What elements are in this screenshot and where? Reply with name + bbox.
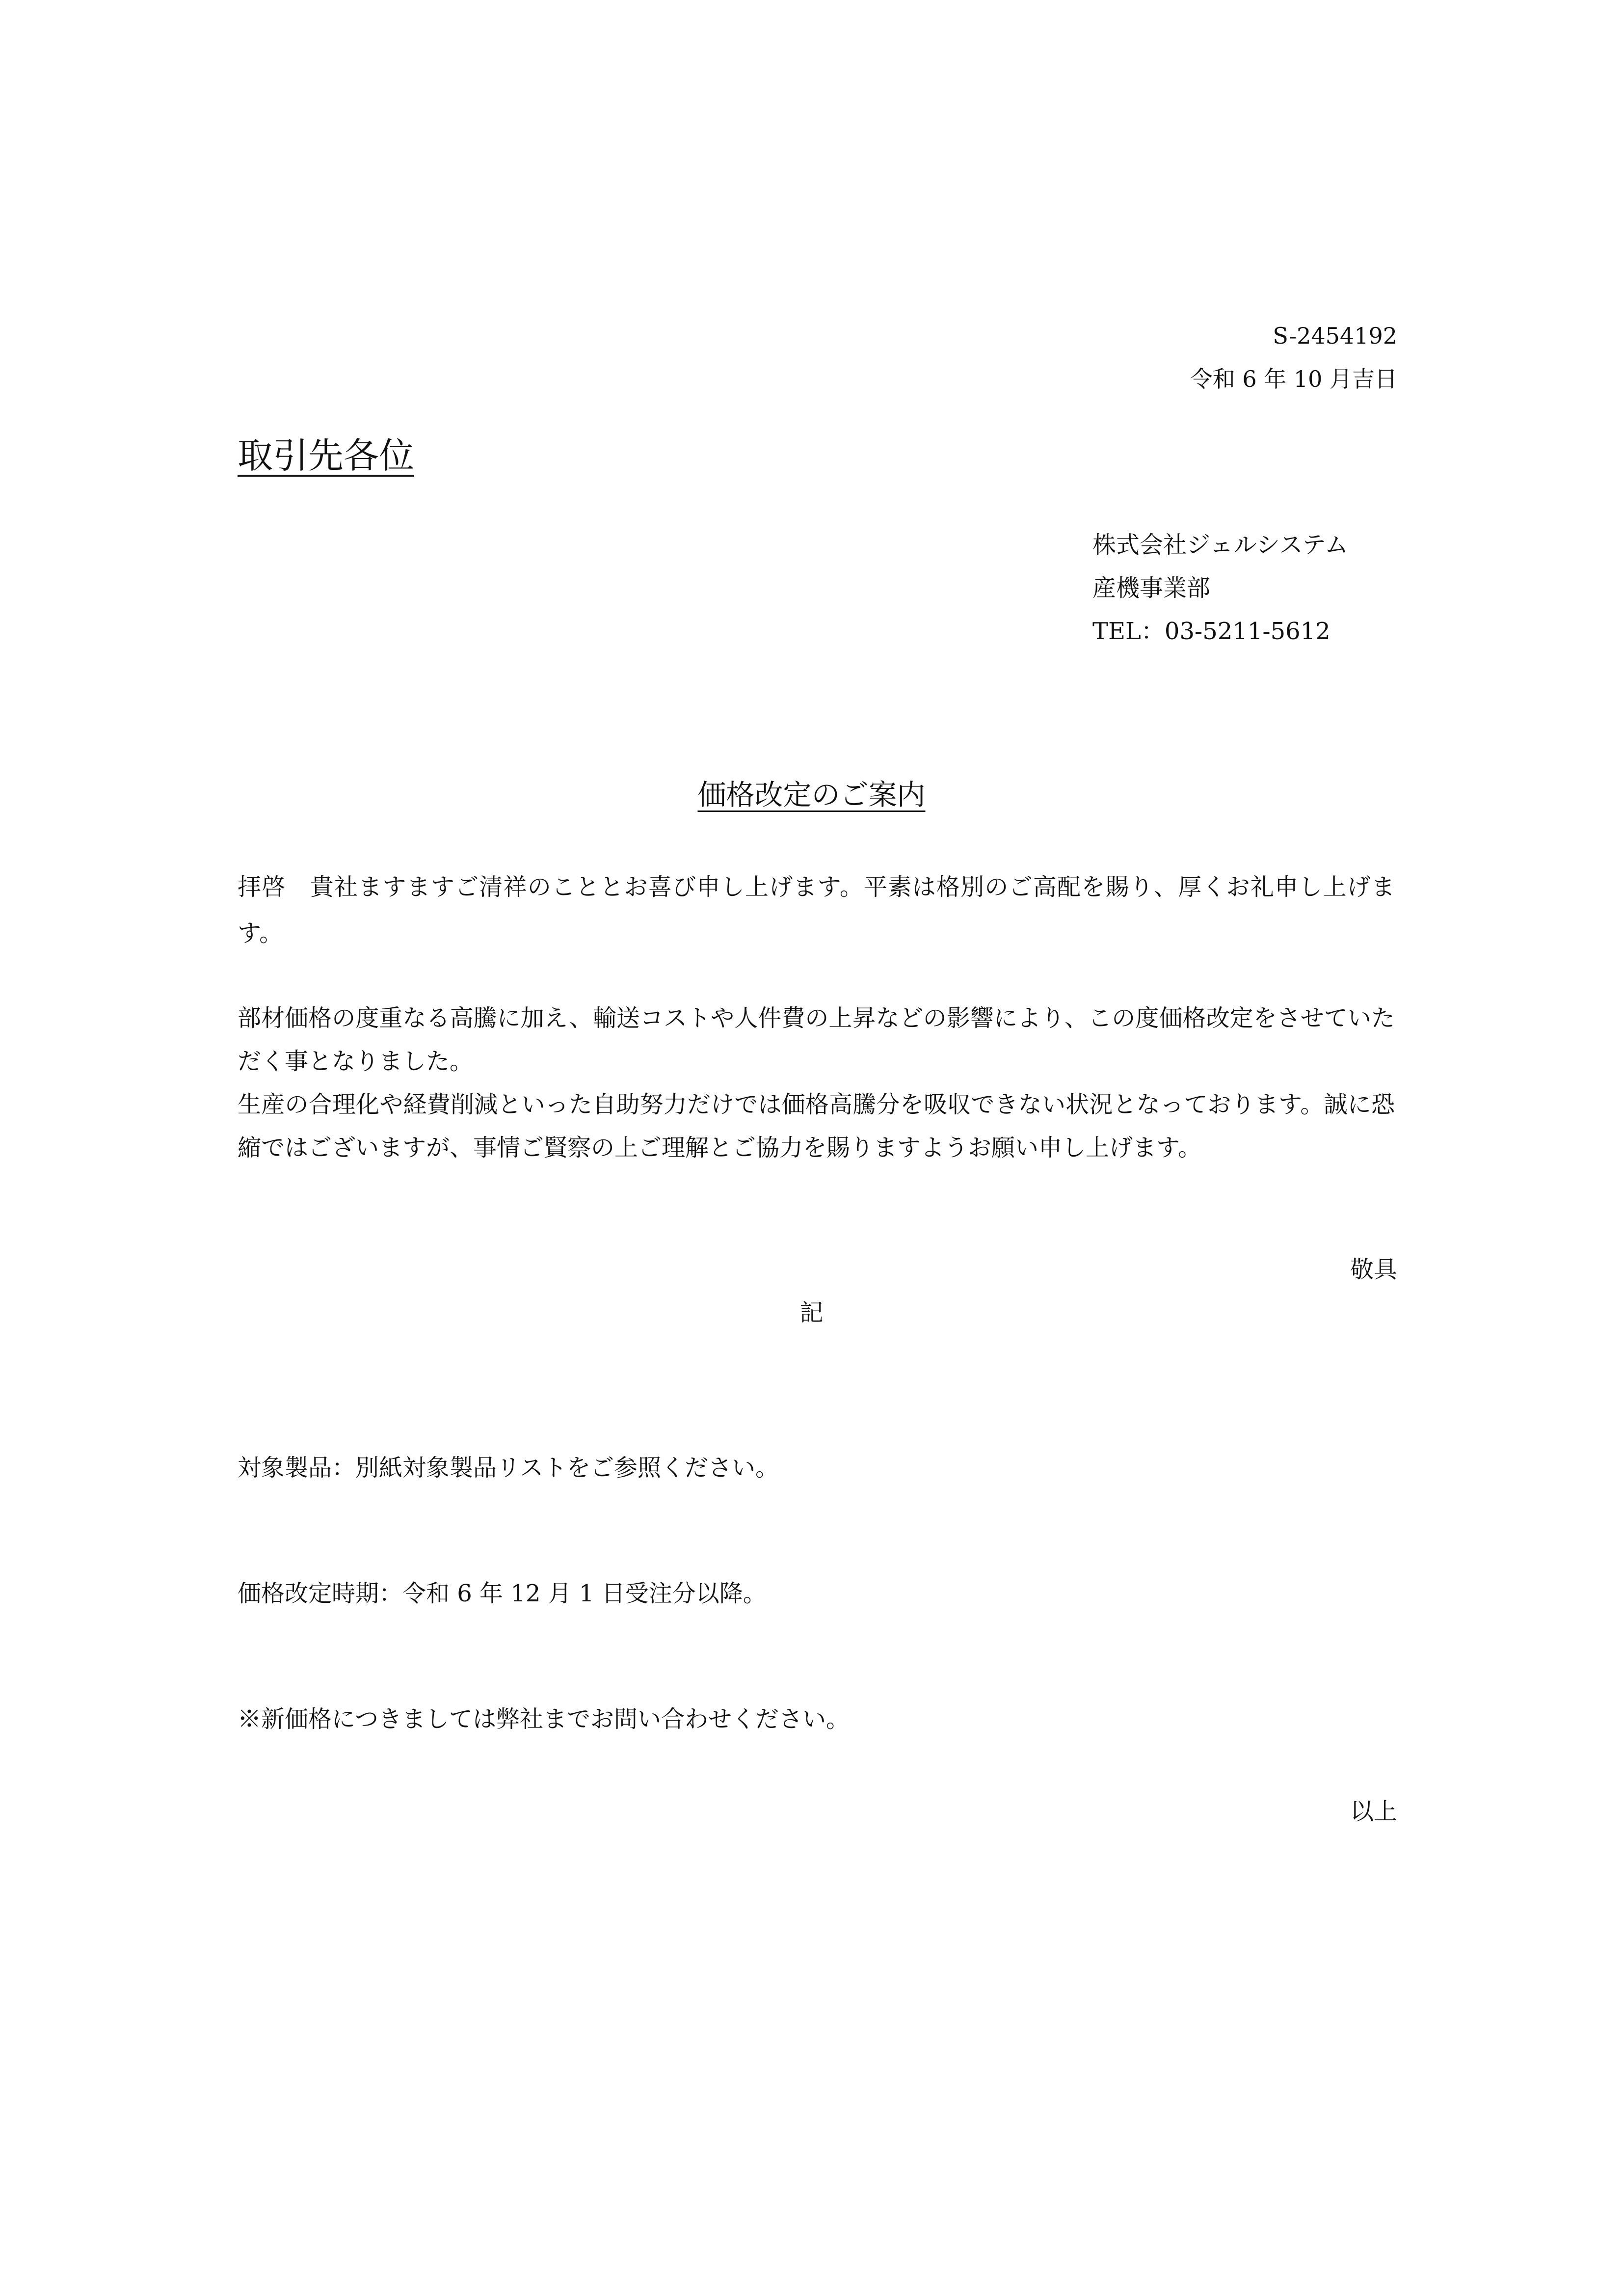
sender-tel: TEL：03-5211-5612 [1092,618,1330,645]
record-heading: 記 [799,1299,824,1326]
addressee: 取引先各位 [238,435,415,476]
sender-block [1092,523,1348,653]
body-paragraph-1: 部材価格の度重なる高騰に加え、輸送コストや人件費の上昇などの影響により、この度価格改定をさせていただく事となりました。 [238,1004,1395,1075]
document-number: S-2454192 [1273,323,1397,349]
closing-keigu: 敬具 [1350,1256,1397,1283]
sender-department: 産機事業部 [1092,574,1211,602]
greeting-paragraph: 拝啓 貴社ますますご清祥のこととお喜び申し上げます。平素は格別のご高配を賜り、厚くお礼申し上げます。 [238,873,1395,947]
body-paragraph-2: 生産の合理化や経費削減といった自助努力だけでは価格高騰分を吸収できない状況となっております。誠に恐縮ではございますが、事情ご賢察の上ご理解とご協力を賜りますようお願い申し上げます。 [238,1091,1395,1162]
letter-title-row [0,773,1623,817]
letter-title: 価格改定のご案内 [697,778,926,811]
record-item-inquiry-note: ※新価格につきましては弊社までお問い合わせください。 [238,1705,850,1733]
closing-ijou: 以上 [1350,1798,1397,1825]
record-item-revision-date: 価格改定時期：令和 6 年 12 月 1 日受注分以降。 [238,1580,767,1607]
record-item-target-products: 対象製品：別紙対象製品リストをご参照ください。 [238,1454,779,1482]
document-date: 令和 6 年 10 月吉日 [1190,366,1397,392]
sender-company: 株式会社ジェルシステム [1092,531,1349,559]
